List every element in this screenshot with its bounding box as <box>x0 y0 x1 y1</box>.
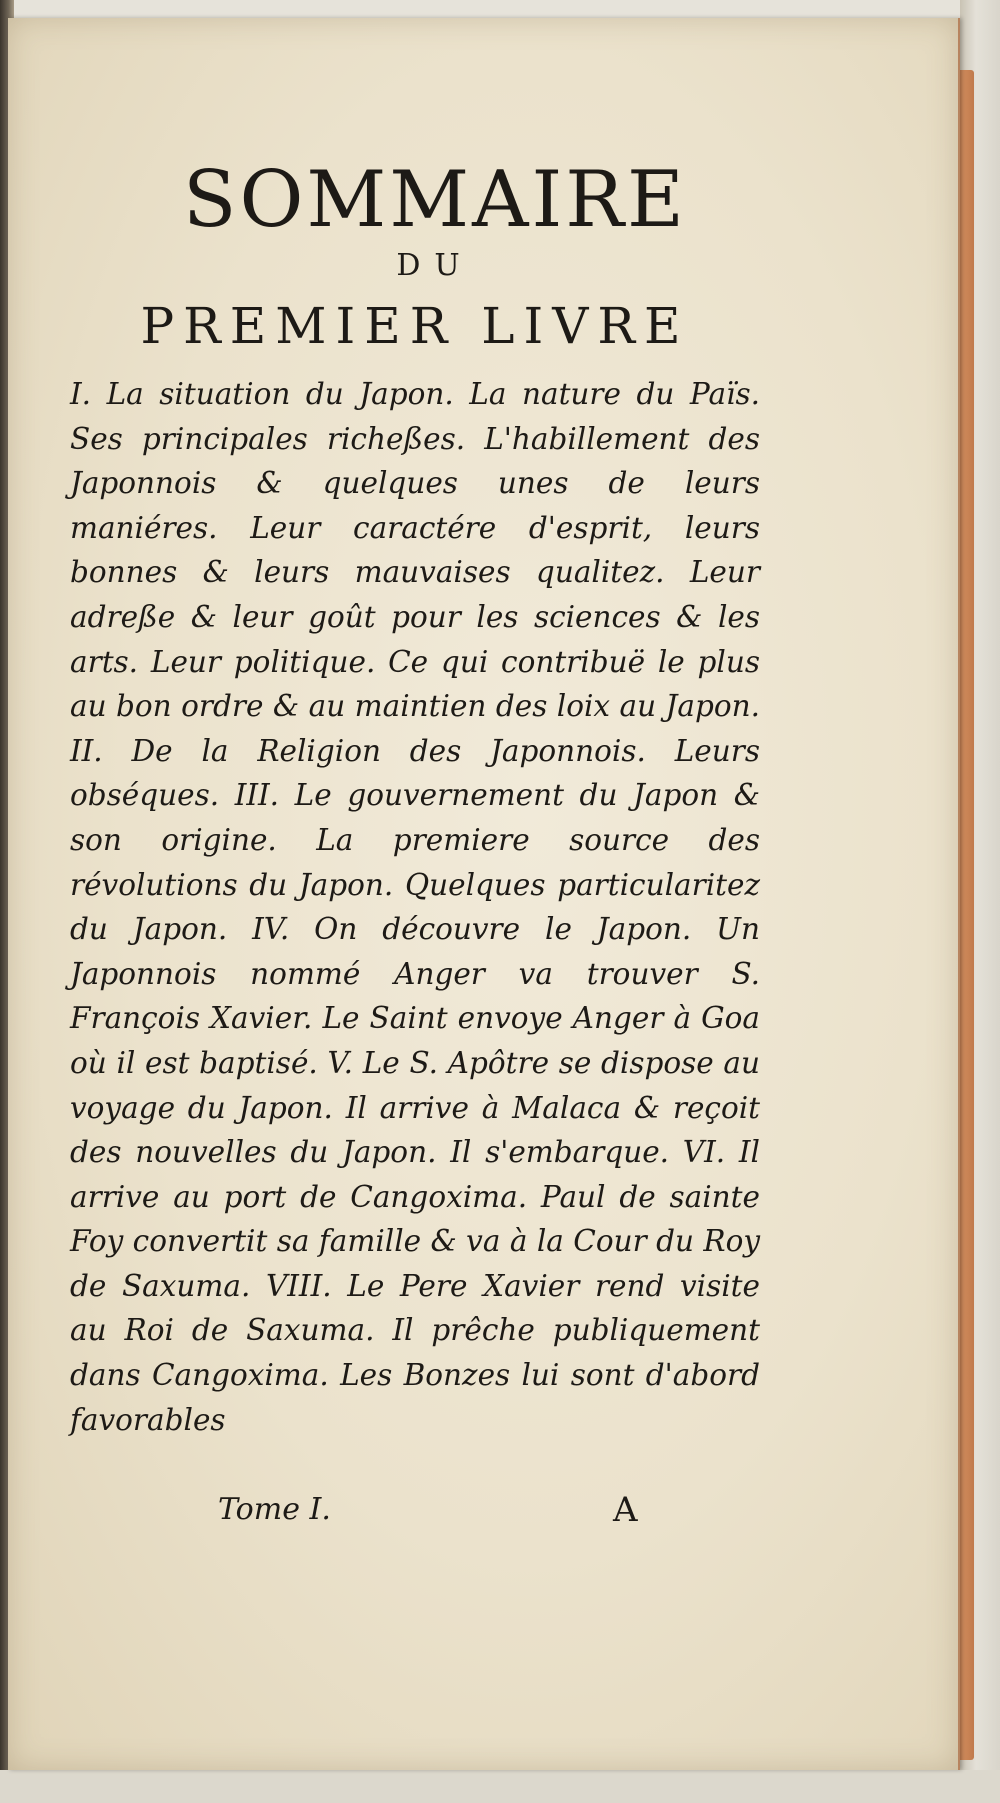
volume-label: Tome I. <box>218 1492 331 1527</box>
book-title: PREMIER LIVRE <box>140 297 690 355</box>
summary-paragraph: I. La situation du Japon. La nature du Païs. Ses principales richeßes. L'habillement des Japonnois & quelques unes de leurs maniéres. Leur caractére d'esprit, leurs bonnes & leurs mauvaises qualitez. Leur adreße & leur goût pour les sciences & les arts. Leur politique. Ce qui contribuë le plus au bon ordre & au maintien des loix au Japon. II. De la Religion des Japonnois. Leurs obséques. III. Le gouvernement du Japon & son origine. La premiere source des révolutions du Japon. Quelques particularitez du Japon. IV. On découvre le Japon. Un Japonnois nommé Anger va trouver S. François Xavier. Le Saint envoye Anger à Goa où il est baptisé. V. Le S. Apôtre se dispose au voyage du Japon. Il arrive à Malaca & reçoit des nouvelles du Japon. Il s'embarque. VI. Il arrive au port de Cangoxima. Paul de sainte Foy convertit sa famille & va à la Cour du Roy de Saxuma. VIII. Le Pere Xavier rend visite au Roi de Saxuma. Il prêche publiquement dans Cangoxima. Les Bonzes lui sont d'abord favorables <box>70 377 760 1437</box>
background-bottom <box>0 1770 1000 1803</box>
page-content <box>70 155 760 1442</box>
page-title: SOMMAIRE <box>183 155 687 245</box>
signature-mark: A <box>613 1490 638 1530</box>
book-page <box>8 18 960 1770</box>
page-subtitle: DU <box>396 248 474 283</box>
